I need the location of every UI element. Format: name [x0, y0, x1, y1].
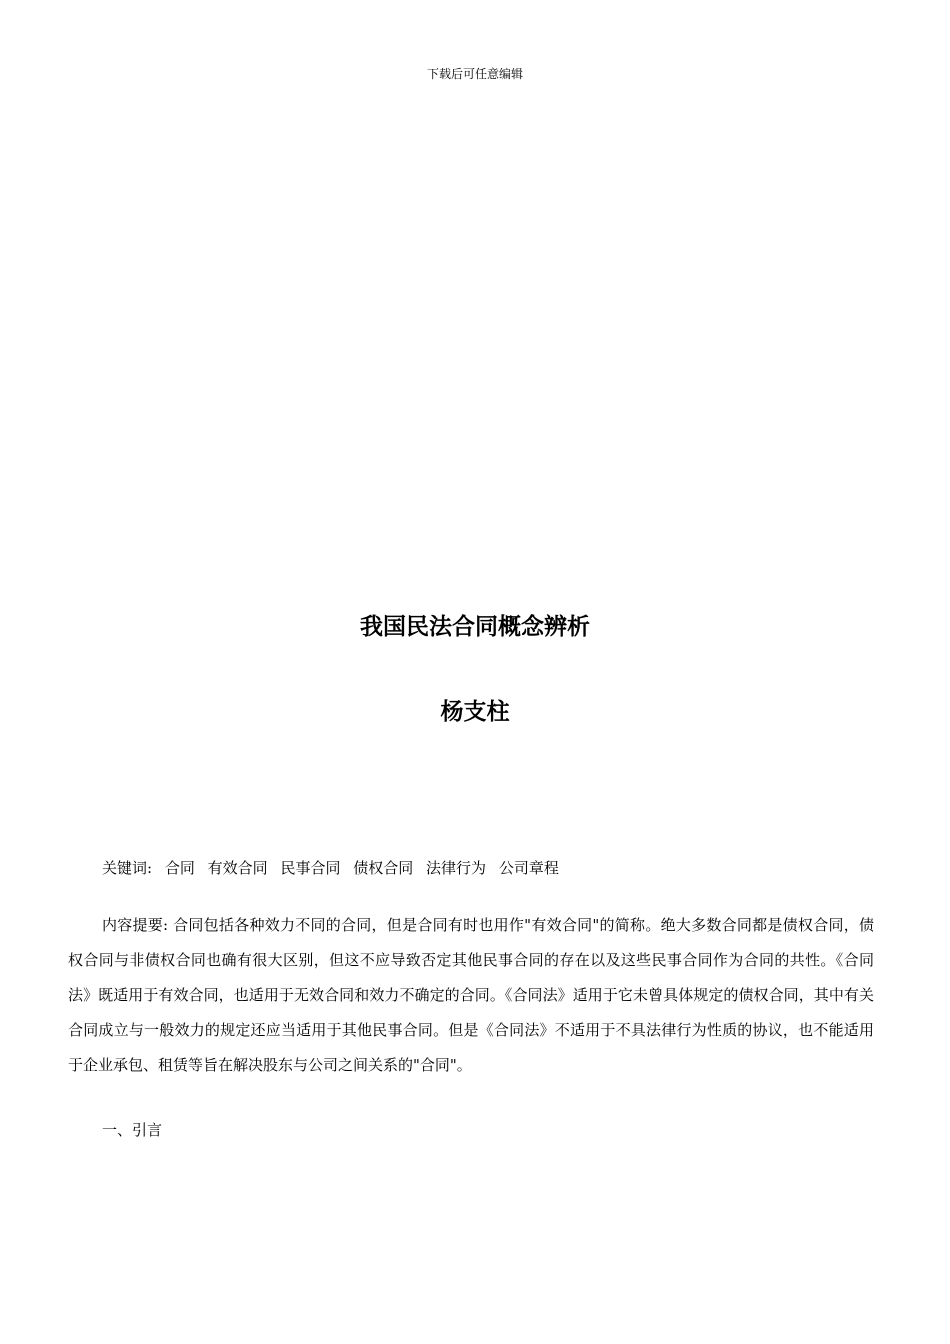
document-title: 我国民法合同概念辨析 [360, 613, 590, 640]
keyword: 合同 [164, 859, 195, 877]
header-note: 下载后可任意编辑 [426, 67, 523, 81]
keywords-label: 关键词: [102, 859, 153, 877]
author-name: 杨支柱 [440, 698, 510, 725]
keyword: 有效合同 [207, 859, 268, 877]
keywords-line [102, 856, 567, 880]
keyword: 法律行为 [426, 859, 487, 877]
keyword: 公司章程 [498, 859, 559, 877]
abstract-paragraph: 内容提要: 合同包括各种效力不同的合同，但是合同有时也用作"有效合同"的简称。绝大多数合同都是债权合同，债权合同与非债权合同也确有很大区别，但这不应导致否定其他民事合同的存在以及这些民事合同作为合同的共性。《合同法》既适用于有效合同，也适用于无效合同和效力不确定的合同。《合同法》适用于它未曾具体规定的债权合同，其中有关合同成立与一般效力的规定还应当适用于其他民事合同。但是《合同法》不适用于不具法律行为性质的协议，也不能适用于企业承包、租赁等旨在解决股东与公司之间关系的"合同"。 [68, 916, 874, 1074]
keyword: 债权合同 [353, 859, 414, 877]
keyword: 民事合同 [280, 859, 341, 877]
section-heading: 一、引言 [102, 1121, 163, 1139]
